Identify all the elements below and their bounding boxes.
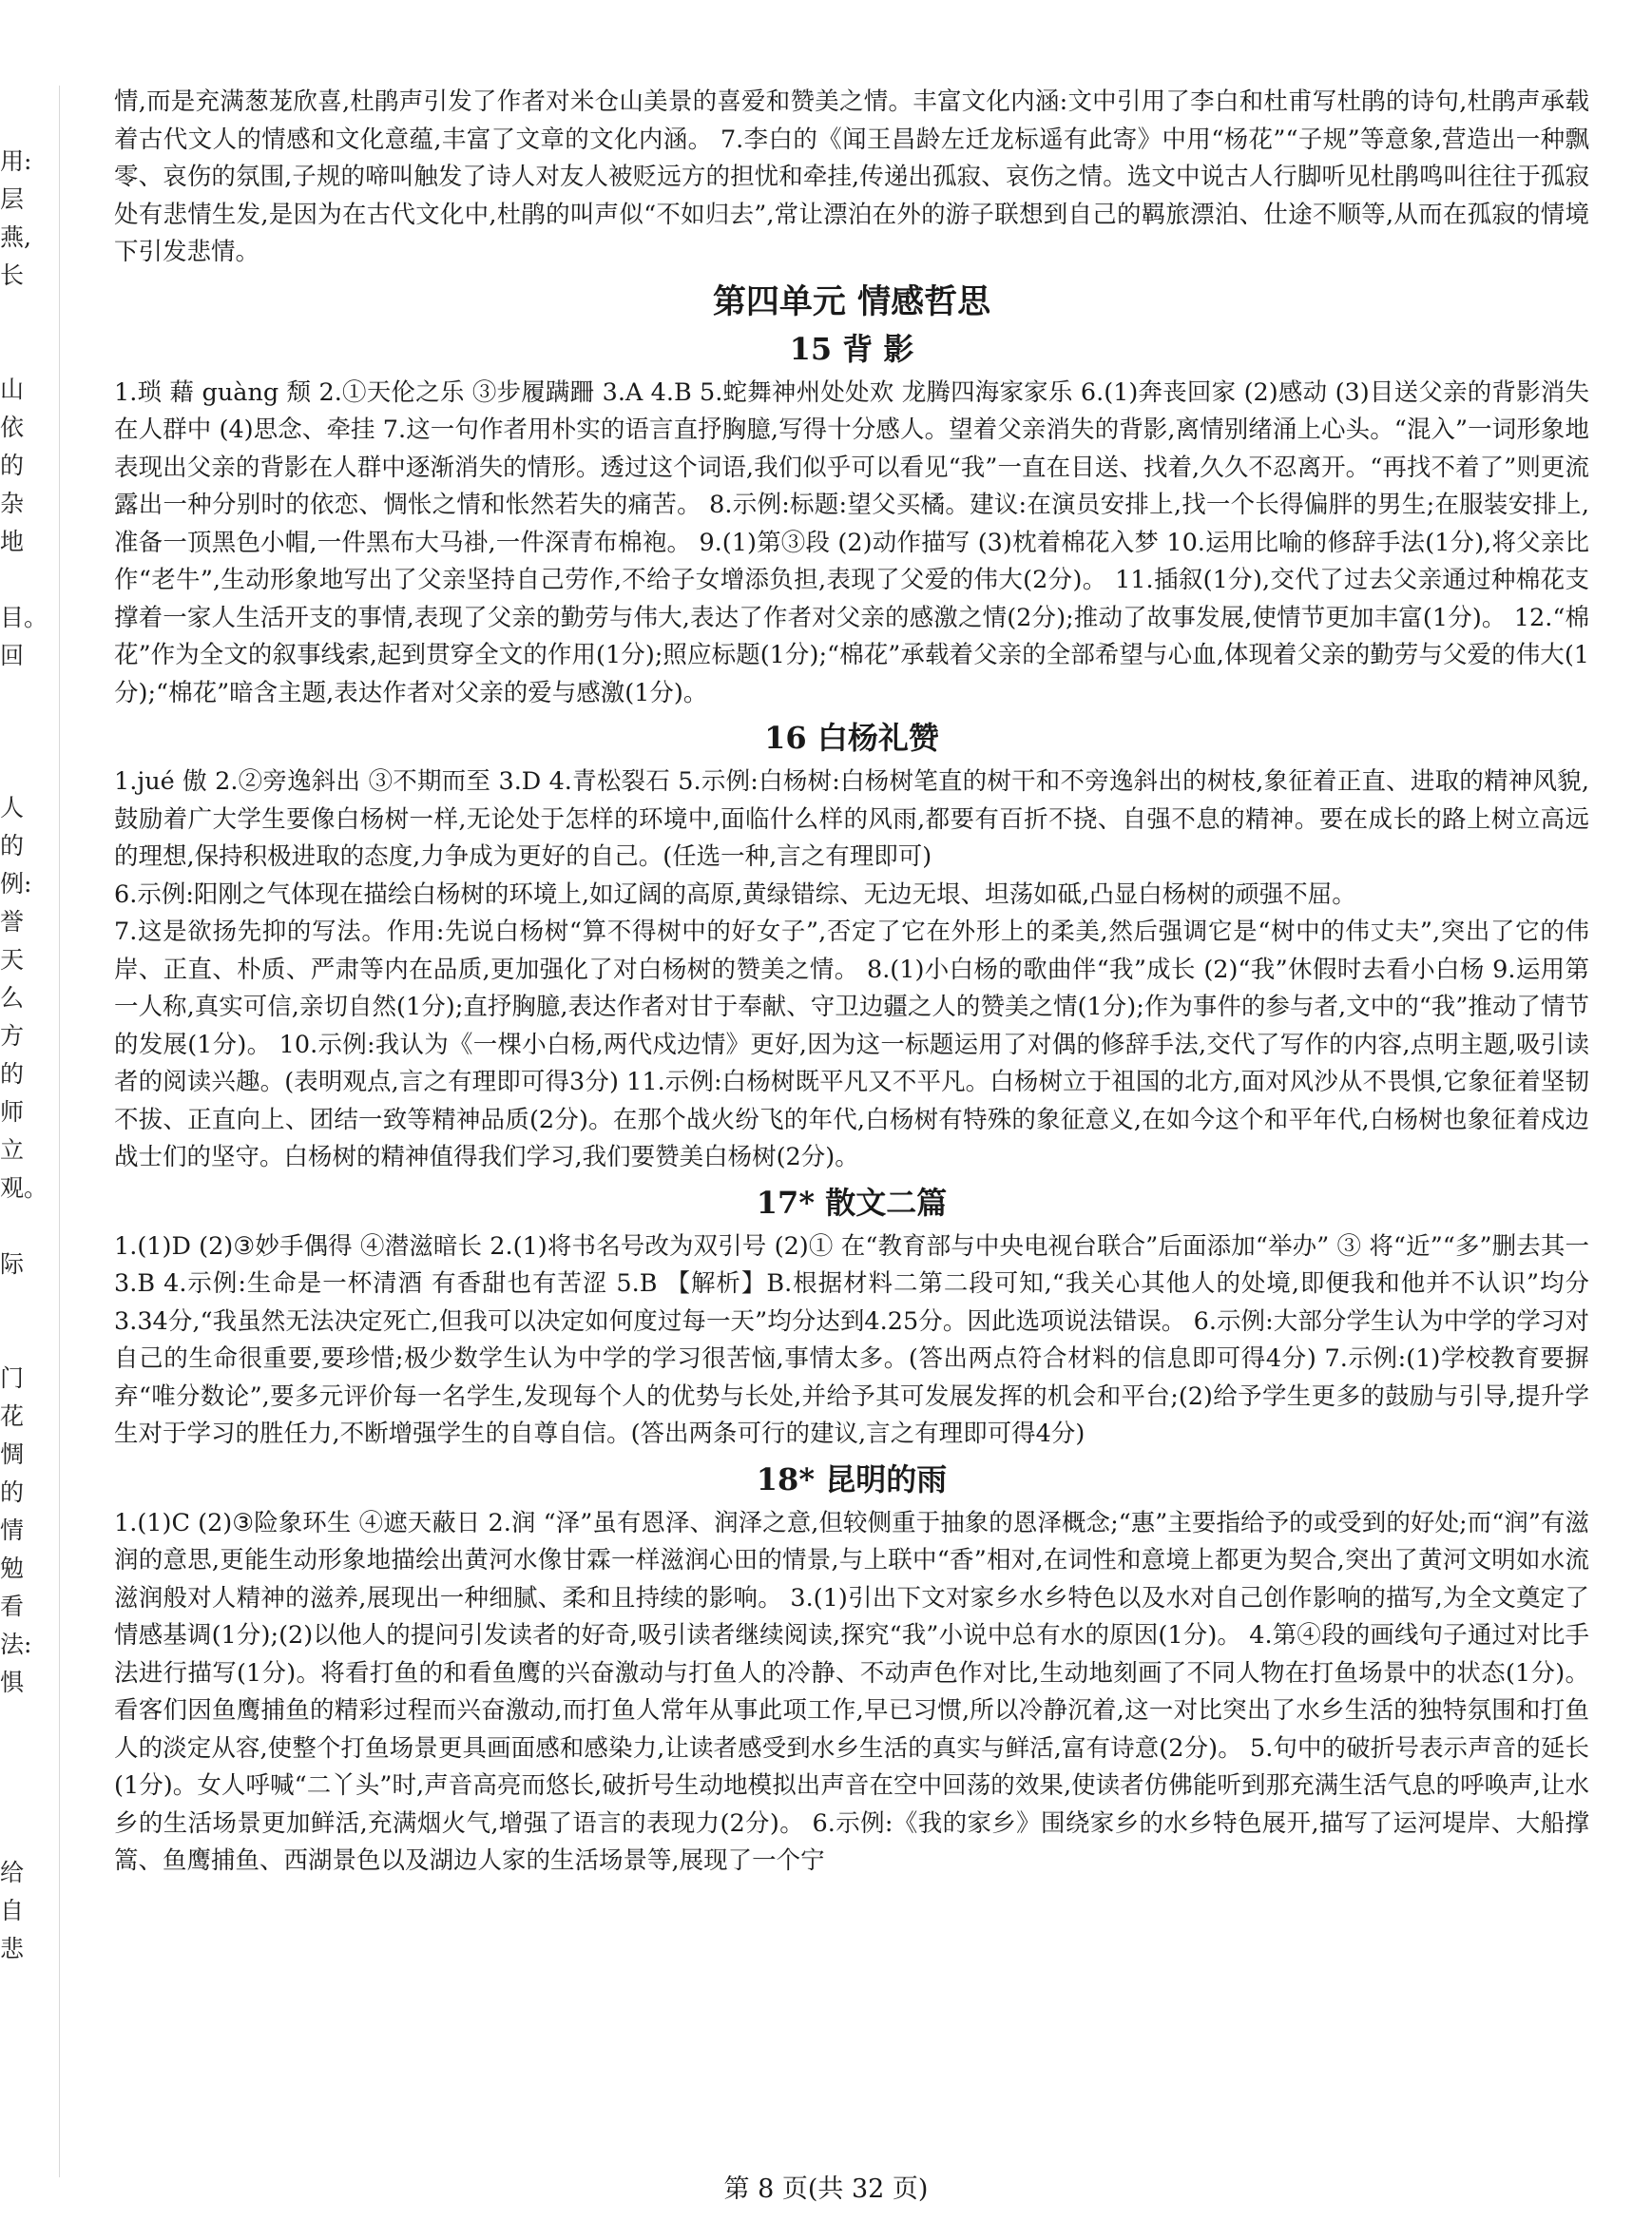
answer-content bbox=[114, 84, 1589, 1881]
margin-char: 惧 bbox=[0, 1669, 25, 1696]
margin-char: 么 bbox=[0, 984, 25, 1012]
margin-char: 杂 bbox=[0, 490, 25, 517]
margin-char: 的 bbox=[0, 832, 25, 860]
margin-char: 方 bbox=[0, 1022, 25, 1050]
margin-char: 层 bbox=[0, 185, 25, 213]
margin-char: 门 bbox=[0, 1364, 25, 1392]
margin-char bbox=[0, 713, 36, 751]
margin-char: 际 bbox=[0, 1250, 25, 1278]
margin-char: 用: bbox=[0, 147, 32, 175]
margin-char: 花 bbox=[0, 1402, 25, 1430]
margin-char: 法: bbox=[0, 1631, 32, 1658]
margin-char: 目。 bbox=[0, 604, 48, 631]
margin-char: 山 bbox=[0, 376, 25, 403]
lesson-15-answers: 1.琐 藉 guàng 颓 2.①天伦之乐 ③步履蹒跚 3.A 4.B 5.蛇舞神州处处欢 龙腾四海家家乐 6.(1)奔丧回家 (2)感动 (3)目送父亲的背影消失在人群中 (4)思念、牵挂 7.这一句作者用朴实的语言直抒胸臆,写得十分感人。望着父亲消失的背影,离情别绪涌上心头。“混入”一词形象地表现出父亲的背影在人群中逐渐消失的情形。透过这个词语,我们似乎可以看见“我”一直在目送、找着,久久不忍离开。“再找不着了”则更流露出一种分别时的依恋、惆怅之情和怅然若失的痛苦。 8.示例:标题:望父买橘。建议:在演员安排上,找一个长得偏胖的男生;在服装安排上,准备一顶黑色小帽,一件黑布大马褂,一件深青布棉袍。 9.(1)第③段 (2)动作描写 (3)枕着棉花入梦 10.运用比喻的修辞手法(1分),将父亲比作“老牛”,生动形象地写出了父亲坚持自己劳作,不给子女增添负担,表现了父爱的伟大(2分)。 11.插叙(1分),交代了过去父亲通过种棉花支撑着一家人生活开支的事情,表现了父亲的勤劳与伟大,表达了作者对父亲的感激之情(2分);推动了故事发展,使情节更加丰富(1分)。 12.“棉花”作为全文的叙事线索,起到贯穿全文的作用(1分);照应标题(1分);“棉花”承载着父亲的全部希望与心血,体现着父亲的勤劳与父爱的伟大(1分);“棉花”暗含主题,表达作者对父亲的爱与感激(1分)。 bbox=[114, 377, 1590, 707]
intro-paragraph: 情,而是充满葱茏欣喜,杜鹃声引发了作者对米仓山美景的喜爱和赞美之情。丰富文化内涵:文中引用了李白和杜甫写杜鹃的诗句,杜鹃声承载着古代文人的情感和文化意蕴,丰富了文章的文化内涵。 7.李白的《闻王昌龄左迁龙标遥有此寄》中用“杨花”“子规”等意象,营造出一种飘零、哀伤的氛围,子规的啼叫触发了诗人对友人被贬远方的担忧和牵挂,传递出孤寂、哀伤之情。选文中说古人行脚听见杜鹃鸣叫往往于孤寂处有悲情生发,是因为在古代文化中,杜鹃的叫声似“不如归去”,常让漂泊在外的游子联想到自己的羁旅漂泊、仕途不顺等,从而在孤寂的情境下引发悲情。 bbox=[114, 87, 1589, 266]
margin-char: 勉 bbox=[0, 1555, 25, 1582]
margin-char: 天 bbox=[0, 946, 25, 974]
page-number-footer: 第 8 页(共 32 页) bbox=[723, 2174, 929, 2204]
lesson-17-title: 17* 散文二篇 bbox=[756, 1184, 948, 1221]
margin-char bbox=[0, 751, 36, 789]
column-divider bbox=[59, 86, 60, 2177]
margin-char bbox=[0, 295, 36, 333]
lesson-16-answers-part3: 7.这是欲扬先抑的写法。作用:先说白杨树“算不得树中的好女子”,否定了它在外形上的柔美,然后强调它是“树中的伟丈夫”,突出了它的伟岸、正直、朴质、严肃等内在品质,更加强化了对白杨树的赞美之情。 8.(1)小白杨的歌曲伴“我”成长 (2)“我”休假时去看小白杨 9.运用第一人称,真实可信,亲切自然(1分);直抒胸臆,表达作者对甘于奉献、守卫边疆之人的赞美之情(1分);作为事件的参与者,文中的“我”推动了情节的发展(1分)。 10.示例:我认为《一棵小白杨,两代戍边情》更好,因为这一标题运用了对偶的修辞手法,交代了写作的内容,点明主题,吸引读者的阅读兴趣。(表明观点,言之有理即可得3分) 11.示例:白杨树既平凡又不平凡。白杨树立于祖国的北方,面对风沙从不畏惧,它象征着坚韧不拔、正直向上、团结一致等精神品质(2分)。在那个战火纷飞的年代,白杨树有特殊的象征意义,在如今这个和平年代,白杨树也象征着戍边战士们的坚守。白杨树的精神值得我们学习,我们要赞美白杨树(2分)。 bbox=[114, 918, 1589, 1171]
margin-char: 人 bbox=[0, 794, 25, 821]
margin-char bbox=[0, 1322, 36, 1360]
margin-char: 例: bbox=[0, 870, 32, 898]
margin-char: 惆 bbox=[0, 1440, 25, 1468]
margin-char: 观。 bbox=[0, 1174, 48, 1202]
margin-char: 的 bbox=[0, 1478, 25, 1506]
margin-char: 依 bbox=[0, 414, 25, 441]
unit-title: 第四单元 情感哲思 bbox=[712, 281, 991, 321]
lesson-15-title: 15 背 影 bbox=[789, 330, 914, 367]
margin-char bbox=[0, 1778, 36, 1816]
margin-char: 的 bbox=[0, 1060, 25, 1088]
margin-char: 誉 bbox=[0, 908, 25, 936]
margin-char bbox=[0, 1702, 36, 1740]
margin-char bbox=[0, 561, 36, 599]
margin-char: 回 bbox=[0, 642, 25, 669]
lesson-16-answers-part2: 6.示例:阳刚之气体现在描绘白杨树的环境上,如辽阔的高原,黄绿错综、无边无垠、坦荡如砥,凸显白杨树的顽强不屈。 bbox=[114, 879, 1356, 909]
lesson-16-answers-part1: 1.jué 傲 2.②旁逸斜出 ③不期而至 3.D 4.青松裂石 5.示例:白杨树:白杨树笔直的树干和不旁逸斜出的树枝,象征着正直、进取的精神风貌,鼓励着广大学生要像白杨树一样,无论处于怎样的环境中,面临什么样的风雨,都要有百折不挠、自强不息的精神。要在成长的路上树立高远的理想,保持积极进取的态度,力争成为更好的自己。(任选一种,言之有理即可) bbox=[114, 767, 1589, 871]
margin-char bbox=[0, 1740, 36, 1778]
margin-char: 地 bbox=[0, 528, 25, 555]
margin-char bbox=[0, 333, 36, 371]
margin-char bbox=[0, 1208, 36, 1246]
margin-char: 给 bbox=[0, 1859, 25, 1886]
margin-char: 情 bbox=[0, 1517, 25, 1544]
lesson-18-title: 18* 昆明的雨 bbox=[756, 1460, 948, 1497]
lesson-17-answers: 1.(1)D (2)③妙手偶得 ④潜滋暗长 2.(1)将书名号改为双引号 (2)① 在“教育部与中央电视台联合”后面添加“举办” ③ 将“近”“多”删去其一 3.B 4.示例:生命是一杯清酒 有香甜也有苦涩 5.B 【解析】B.根据材料二第二段可知,“我关心其他人的处境,即便我和他并不认识”均分3.34分,“我虽然无法决定死亡,但我可以决定如何度过每一天”均分达到4.25分。因此选项说法错误。 6.示例:大部分学生认为中学的学习对自己的生命很重要,要珍惜;极少数学生认为中学的学习很苦恼,事情太多。(答出两点符合材料的信息即可得4分) 7.示例:(1)学校教育要摒弃“唯分数论”,要多元评价每一名学生,发现每个人的优势与长处,并给予其可发展发挥的机会和平台;(2)给予学生更多的鼓励与引导,提升学生对于学习的胜任力,不断增强学生的自尊自信。(答出两条可行的建议,言之有理即可得4分) bbox=[114, 1231, 1589, 1448]
margin-char bbox=[0, 1284, 36, 1322]
margin-char: 自 bbox=[0, 1897, 25, 1924]
left-margin-cropped-column bbox=[0, 143, 48, 1968]
margin-char bbox=[0, 675, 36, 713]
margin-char: 师 bbox=[0, 1098, 25, 1126]
margin-char: 看 bbox=[0, 1593, 25, 1620]
lesson-16-title: 16 白杨礼赞 bbox=[764, 720, 939, 756]
margin-char: 的 bbox=[0, 452, 25, 479]
margin-char: 长 bbox=[0, 261, 25, 289]
margin-char bbox=[0, 1816, 36, 1854]
margin-char: 悲 bbox=[0, 1935, 25, 1962]
margin-char: 立 bbox=[0, 1136, 25, 1164]
lesson-18-answers: 1.(1)C (2)③险象环生 ④遮天蔽日 2.润 “泽”虽有恩泽、润泽之意,但较侧重于抽象的恩泽概念;“惠”主要指给予的或受到的好处;而“润”有滋润的意思,更能生动形象地描绘出黄河水像甘霖一样滋润心田的情景,与上联中“香”相对,在词性和意境上都更为契合,突出了黄河文明如水流滋润般对人精神的滋养,展现出一种细腻、柔和且持续的影响。 3.(1)引出下文对家乡水乡特色以及水对自己创作影响的描写,为全文奠定了情感基调(1分);(2)以他人的提问引发读者的好奇,吸引读者继续阅读,探究“我”小说中总有水的原因(1分)。 4.第④段的画线句子通过对比手法进行描写(1分)。将看打鱼的和看鱼鹰的兴奋激动与打鱼人的冷静、不动声色作对比,生动地刻画了不同人物在打鱼场景中的状态(1分)。看客们因鱼鹰捕鱼的精彩过程而兴奋激动,而打鱼人常年从事此项工作,早已习惯,所以冷静沉着,这一对比突出了水乡生活的独特氛围和打鱼人的淡定从容,使整个打鱼场景更具画面感和感染力,让读者感受到水乡生活的真实与鲜活,富有诗意(2分)。 5.句中的破折号表示声音的延长(1分)。女人呼喊“二丫头”时,声音高亮而悠长,破折号生动地模拟出声音在空中回荡的效果,使读者仿佛能听到那充满生活气息的呼唤声,让水乡的生活场景更加鲜活,充满烟火气,增强了语言的表现力(2分)。 6.示例:《我的家乡》围绕家乡的水乡特色展开,描写了运河堤岸、大船撑篙、鱼鹰捕鱼、西湖景色以及湖边人家的生活场景等,展现了一个宁 bbox=[114, 1508, 1589, 1875]
margin-char: 燕, bbox=[0, 223, 31, 251]
